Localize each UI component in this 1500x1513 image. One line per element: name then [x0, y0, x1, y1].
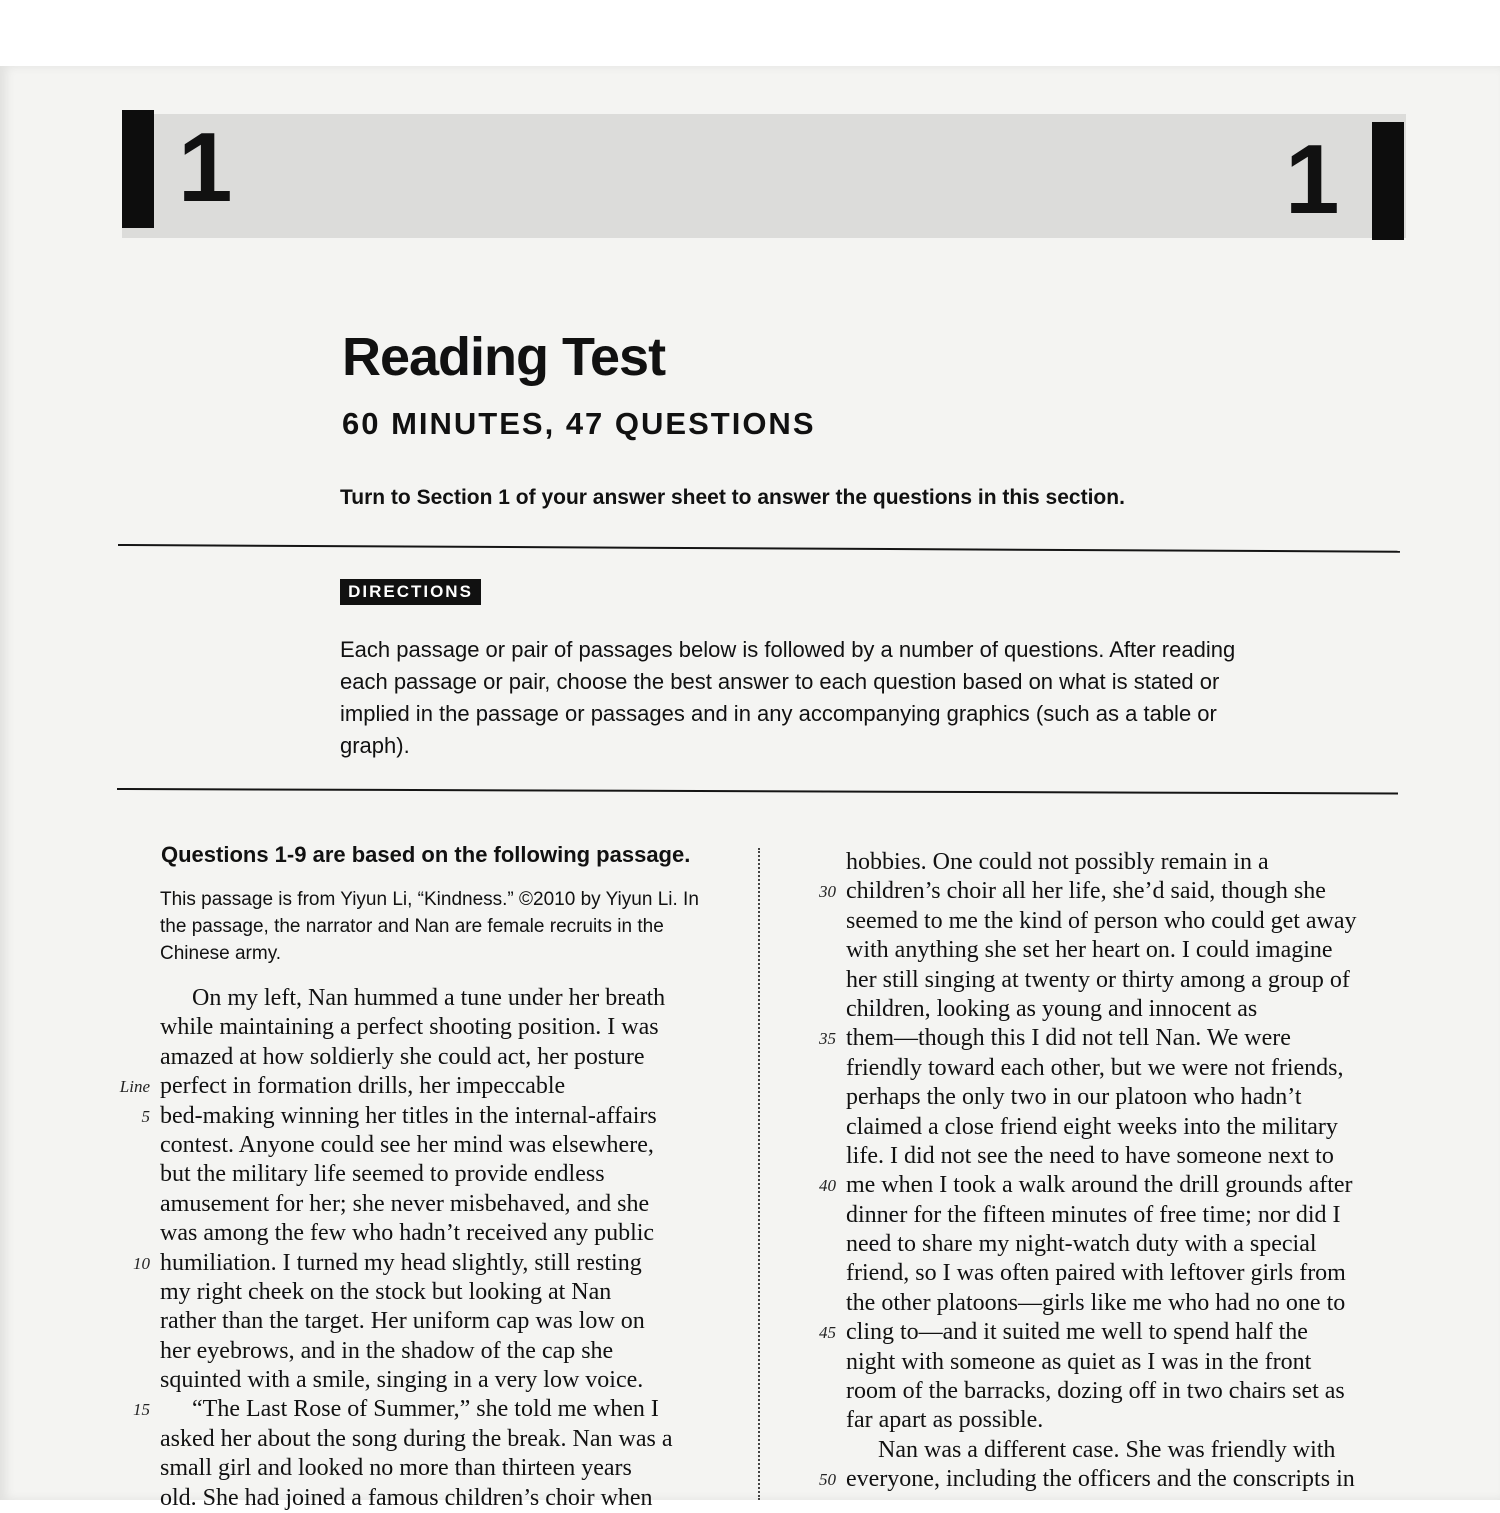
- passage-line: [846, 1054, 1406, 1083]
- passage-line-text: rather than the target. Her uniform cap was low on: [160, 1308, 645, 1335]
- passage-line-text: contest. Anyone could see her mind was elsewhere,: [160, 1131, 654, 1158]
- passage-line-text: On my left, Nan hummed a tune under her breath: [192, 985, 666, 1011]
- line-number: 50: [819, 1470, 836, 1490]
- passage-line-text: Nan was a different case. She was friendly with: [878, 1436, 1336, 1463]
- passage-line-text: amazed at how soldierly she could act, her posture: [160, 1043, 645, 1070]
- passage-line-text: asked her about the song during the break. Nan was a: [160, 1425, 673, 1452]
- passage-line: [846, 1259, 1406, 1288]
- passage-line-text: hobbies. One could not possibly remain in a: [846, 849, 1269, 875]
- line-number: 15: [133, 1400, 150, 1420]
- passage-line: [819, 877, 1406, 906]
- page-title: Reading Test: [342, 327, 666, 387]
- line-number: Line: [119, 1077, 150, 1097]
- passage-line-text: children, looking as young and innocent as: [846, 995, 1258, 1022]
- passage-line-text: “The Last Rose of Summer,” she told me when I: [192, 1396, 659, 1423]
- passage-line: [141, 1102, 730, 1131]
- passage-line-text: everyone, including the officers and the conscripts in: [846, 1466, 1355, 1493]
- page-subtitle: 60 MINUTES, 47 QUESTIONS: [342, 406, 816, 441]
- passage-line-text: while maintaining a perfect shooting position. I was: [160, 1014, 659, 1041]
- passage-line-text: them—though this I did not tell Nan. We were: [846, 1025, 1291, 1052]
- passage-line-text: bed-making winning her titles in the internal-affairs: [160, 1102, 657, 1129]
- section-number-left: 1: [178, 112, 233, 222]
- passage-line: [160, 1454, 730, 1483]
- directions-text: Each passage or pair of passages below is followed by a number of questions. After reading each passage or pair, choose the best answer to each question based on what is stated or implied in the passage or passages and in any accompanying graphics (such as a table or graph).: [340, 637, 1236, 758]
- passage-line: [819, 1465, 1406, 1494]
- section-header-band: [122, 114, 1406, 238]
- passage-line: [846, 1083, 1406, 1112]
- passage-line: [846, 1377, 1406, 1406]
- passage-line-text: friendly toward each other, but we were not friends,: [846, 1054, 1344, 1081]
- line-number: 30: [819, 882, 836, 902]
- passage-line: [119, 1072, 730, 1101]
- passage-line: [160, 1337, 730, 1366]
- passage-line-text: perfect in formation drills, her impeccable: [160, 1073, 566, 1100]
- passage-line: [846, 1113, 1406, 1142]
- passage-line: [133, 1395, 730, 1424]
- passage-line: [160, 984, 730, 1013]
- passage-line: [846, 1348, 1406, 1377]
- passage-line: [846, 1436, 1406, 1465]
- passage-line: [160, 1160, 730, 1189]
- passage-line: [846, 1406, 1406, 1435]
- passage-intro: This passage is from Yiyun Li, “Kindness.” ©2010 by Yiyun Li. In the passage, the narrator and Nan are female recruits in the Chinese army.: [160, 889, 699, 964]
- section-marker-bar-right: [1372, 122, 1404, 240]
- section-marker-bar-left: [122, 110, 154, 228]
- passage-line: [819, 1318, 1406, 1347]
- passage-line-text: squinted with a smile, singing in a very low voice.: [160, 1367, 644, 1394]
- line-number: 40: [819, 1176, 836, 1196]
- passage-line: [846, 1201, 1406, 1230]
- line-number: 45: [819, 1323, 836, 1343]
- passage-line: [819, 1024, 1406, 1053]
- passage-line: [846, 1142, 1406, 1171]
- passage-line: [160, 1278, 730, 1307]
- passage-line-text: night with someone as quiet as I was in the front: [846, 1348, 1312, 1375]
- passage-column-left: [119, 984, 730, 1513]
- line-number: 5: [141, 1106, 150, 1126]
- passage-line: [160, 1190, 730, 1219]
- passage-line: [846, 995, 1406, 1024]
- passage-line: [160, 1366, 730, 1395]
- passage-line: [160, 1219, 730, 1248]
- passage-line: [846, 1230, 1406, 1259]
- passage-line: [160, 1307, 730, 1336]
- passage-line-text: was among the few who hadn’t received any public: [160, 1220, 655, 1247]
- passage-line-text: small girl and looked no more than thirteen years: [160, 1455, 632, 1482]
- passage-line-text: far apart as possible.: [846, 1407, 1044, 1434]
- passage-line: [160, 1131, 730, 1160]
- passage-line-text: friend, so I was often paired with leftover girls from: [846, 1260, 1346, 1287]
- passage-line-text: life. I did not see the need to have someone next to: [846, 1142, 1334, 1169]
- line-number: 35: [819, 1029, 836, 1049]
- column-divider: [758, 848, 760, 1500]
- passage-line: [160, 1013, 730, 1042]
- passage-line: [160, 1043, 730, 1072]
- passage-line: [846, 907, 1406, 936]
- passage-line: [846, 848, 1406, 877]
- passage-line-text: her still singing at twenty or thirty among a group of: [846, 966, 1350, 993]
- passage-line: [160, 1425, 730, 1454]
- passage-line-text: cling to—and it suited me well to spend half the: [846, 1319, 1308, 1346]
- passage-line-text: dinner for the fifteen minutes of free time; nor did I: [846, 1201, 1341, 1228]
- passage-line-text: the other platoons—girls like me who had no one to: [846, 1289, 1346, 1316]
- questions-heading: Questions 1-9 are based on the following passage.: [161, 842, 691, 867]
- passage-line-text: humiliation. I turned my head slightly, still resting: [160, 1249, 642, 1276]
- passage-line-text: room of the barracks, dozing off in two chairs set as: [846, 1378, 1345, 1405]
- passage-line: [160, 1484, 730, 1513]
- passage-line: [819, 1171, 1406, 1200]
- section-number-right: 1: [1285, 124, 1340, 234]
- passage-line-text: perhaps the only two in our platoon who hadn’t: [846, 1084, 1302, 1111]
- line-number: 10: [133, 1253, 150, 1273]
- passage-line-text: claimed a close friend eight weeks into the military: [846, 1113, 1338, 1140]
- passage-line: [133, 1249, 730, 1278]
- directions-label: DIRECTIONS: [340, 579, 481, 605]
- passage-line-text: my right cheek on the stock but looking at Nan: [160, 1278, 612, 1305]
- passage-line-text: seemed to me the kind of person who could get away: [846, 907, 1357, 934]
- passage-line-text: need to share my night-watch duty with a special: [846, 1231, 1317, 1258]
- passage-line-text: amusement for her; she never misbehaved, and she: [160, 1190, 650, 1217]
- passage-line: [846, 936, 1406, 965]
- passage-line: [846, 966, 1406, 995]
- passage-line: [846, 1289, 1406, 1318]
- passage-line-text: me when I took a walk around the drill grounds after: [846, 1172, 1353, 1199]
- passage-line-text: with anything she set her heart on. I could imagine: [846, 937, 1333, 964]
- passage-line-text: her eyebrows, and in the shadow of the cap she: [160, 1337, 614, 1364]
- passage-column-right: [819, 848, 1406, 1495]
- passage-line-text: old. She had joined a famous children’s choir when: [160, 1484, 653, 1511]
- passage-line-text: but the military life seemed to provide endless: [160, 1161, 605, 1188]
- passage-line-text: children’s choir all her life, she’d said, though she: [846, 878, 1326, 905]
- answer-sheet-instruction: Turn to Section 1 of your answer sheet to answer the questions in this section.: [340, 486, 1125, 509]
